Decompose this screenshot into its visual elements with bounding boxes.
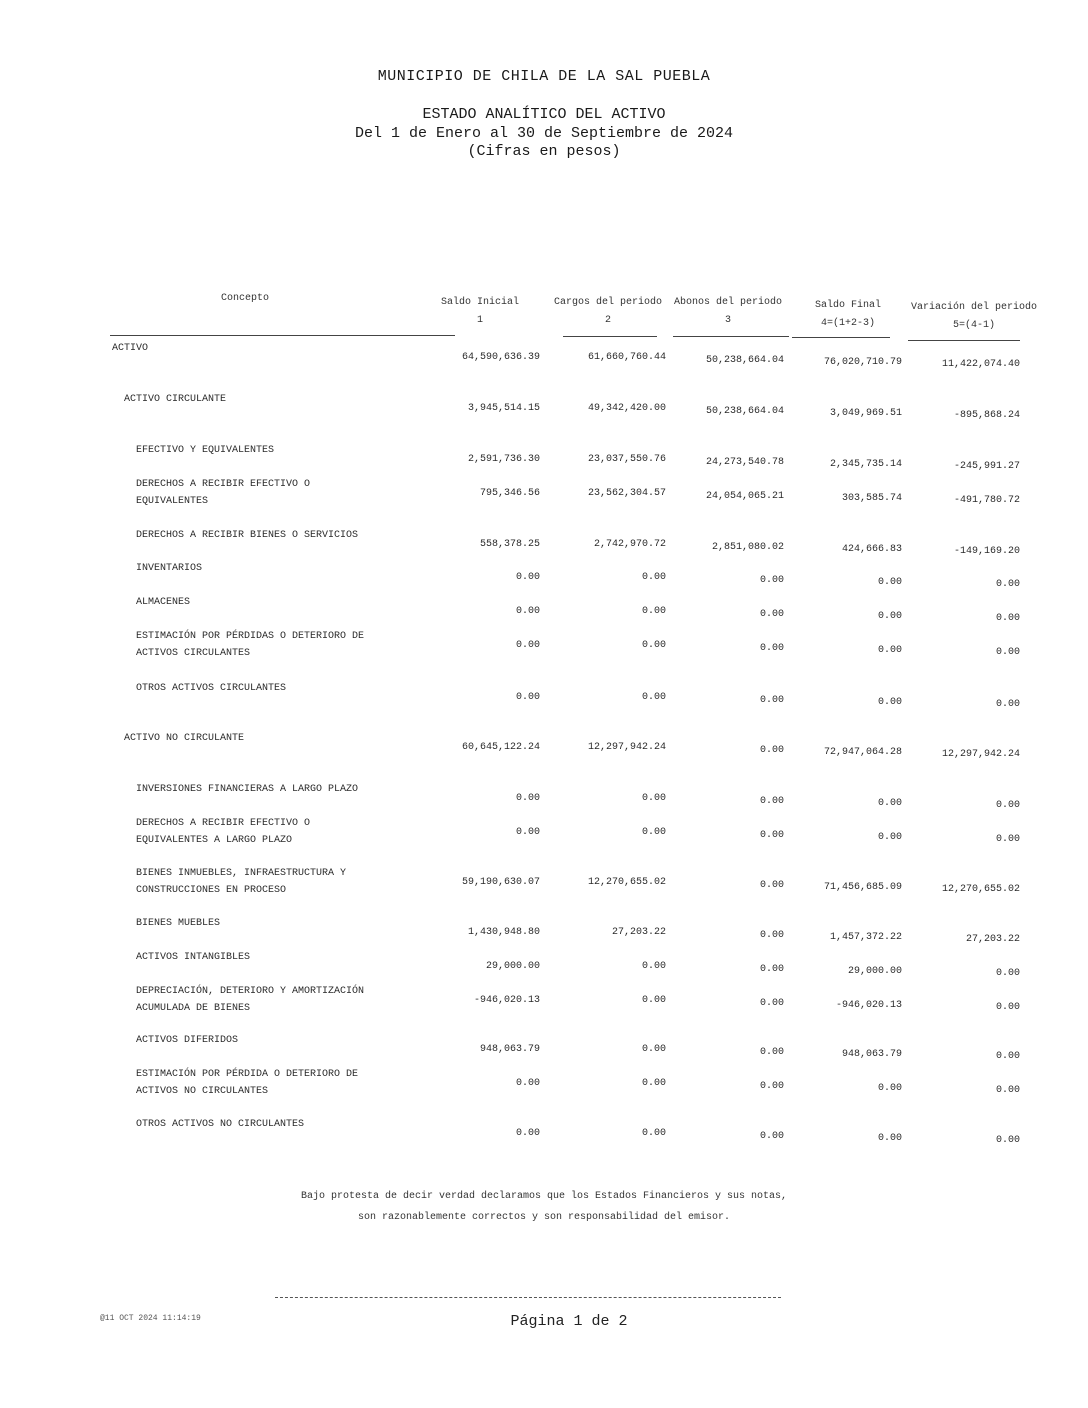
row-value: 0.00 [995,699,1020,710]
header-rule [563,336,657,337]
report-period: Del 1 de Enero al 30 de Septiembre de 2024 [354,125,734,142]
row-concept: INVENTARIOS [136,563,203,574]
report-title: ESTADO ANALÍTICO DEL ACTIVO [422,106,666,123]
header-rule [792,337,890,338]
row-value: 49,342,420.00 [587,403,666,414]
row-value: -946,020.13 [473,995,540,1006]
column-header-sub: 2 [604,315,611,326]
print-stamp: @11 OCT 2024 11:14:19 [100,1314,201,1323]
column-header [668,294,788,330]
row-concept: ACTIVO [112,343,149,354]
row-value: 0.00 [995,1085,1020,1096]
row-value: 72,947,064.28 [823,747,902,758]
row-value: 0.00 [515,827,540,838]
row-value: 2,591,736.30 [467,454,540,465]
row-value: 0.00 [759,695,784,706]
column-header [788,297,908,333]
row-concept: DERECHOS A RECIBIR EFECTIVO O EQUIVALENTES [136,479,311,507]
row-value: 11,422,074.40 [941,359,1020,370]
row-value: 1,457,372.22 [829,932,902,943]
row-value: 0.00 [641,606,666,617]
row-concept: INVERSIONES FINANCIERAS A LARGO PLAZO [136,784,359,795]
row-value: 0.00 [515,692,540,703]
row-concept: OTROS ACTIVOS CIRCULANTES [136,683,287,694]
row-value: 795,346.56 [479,488,540,499]
row-value: 0.00 [641,995,666,1006]
row-value: 24,054,065.21 [705,491,784,502]
row-concept: ESTIMACIÓN POR PÉRDIDAS O DETERIORO DE ACTIVOS CIRCULANTES [136,631,365,659]
row-value: 0.00 [759,1047,784,1058]
row-value: 0.00 [877,577,902,588]
row-value: 12,297,942.24 [941,749,1020,760]
column-header-sub: 5=(4-1) [952,320,995,331]
row-value: 0.00 [995,834,1020,845]
row-value: 0.00 [515,793,540,804]
disclaimer-line-1: Bajo protesta de decir verdad declaramos que los Estados Financieros y sus notas, [300,1191,788,1202]
row-value: 0.00 [877,611,902,622]
row-value: 948,063.79 [841,1049,902,1060]
row-value: 0.00 [877,1133,902,1144]
row-value: 0.00 [641,1128,666,1139]
column-header-label: Abonos del periodo [673,297,783,308]
row-value: 12,270,655.02 [941,884,1020,895]
report-units: (Cifras en pesos) [467,143,621,160]
row-value: 0.00 [641,640,666,651]
row-value: 0.00 [759,930,784,941]
row-value: 29,000.00 [485,961,540,972]
column-header-label: Variación del periodo [910,302,1038,313]
row-value: 0.00 [641,793,666,804]
row-value: 64,590,636.39 [461,352,540,363]
column-header [548,294,668,330]
row-value: 0.00 [759,796,784,807]
row-value: 2,851,080.02 [711,542,784,553]
row-value: 0.00 [759,745,784,756]
row-value: 0.00 [759,1081,784,1092]
row-concept: ACTIVO NO CIRCULANTE [124,733,245,744]
row-value: -946,020.13 [835,1000,902,1011]
row-value: 12,270,655.02 [587,877,666,888]
column-header-label: Saldo Final [814,300,881,311]
row-value: 50,238,664.04 [705,355,784,366]
row-value: 0.00 [995,1135,1020,1146]
row-value: -149,169.20 [953,546,1020,557]
row-concept: ESTIMACIÓN POR PÉRDIDA O DETERIORO DE ACTIVOS NO CIRCULANTES [136,1069,359,1097]
row-concept: DERECHOS A RECIBIR BIENES O SERVICIOS [136,530,359,541]
row-value: 0.00 [641,827,666,838]
row-value: 948,063.79 [479,1044,540,1055]
page-number: Página 1 de 2 [510,1313,628,1330]
header-rule [110,335,455,336]
row-value: 0.00 [759,880,784,891]
row-value: 0.00 [515,606,540,617]
row-value: 0.00 [759,830,784,841]
row-value: 0.00 [759,643,784,654]
row-value: 0.00 [515,1078,540,1089]
row-value: 61,660,760.44 [587,352,666,363]
row-value: 60,645,122.24 [461,742,540,753]
row-concept: OTROS ACTIVOS NO CIRCULANTES [136,1119,305,1130]
row-value: 50,238,664.04 [705,406,784,417]
row-value: 3,049,969.51 [829,408,902,419]
row-value: 23,037,550.76 [587,454,666,465]
row-value: 0.00 [995,613,1020,624]
row-value: 0.00 [641,1078,666,1089]
row-value: 0.00 [641,961,666,972]
row-value: -491,780.72 [953,495,1020,506]
row-concept: ACTIVOS INTANGIBLES [136,952,251,963]
row-concept: ACTIVOS DIFERIDOS [136,1035,239,1046]
row-concept: DEPRECIACIÓN, DETERIORO Y AMORTIZACIÓN ACUMULADA DE BIENES [136,986,365,1014]
row-concept: ALMACENES [136,597,191,608]
row-value: 0.00 [995,579,1020,590]
header-rule [673,336,789,337]
row-value: 3,945,514.15 [467,403,540,414]
row-value: 558,378.25 [479,539,540,550]
row-concept: BIENES INMUEBLES, INFRAESTRUCTURA Y CONSTRUCCIONES EN PROCESO [136,868,347,896]
row-value: 0.00 [877,1083,902,1094]
row-value: 303,585.74 [841,493,902,504]
row-value: 0.00 [877,645,902,656]
column-header-sub: 1 [476,315,483,326]
row-value: 0.00 [877,697,902,708]
row-value: 0.00 [515,572,540,583]
row-value: 76,020,710.79 [823,357,902,368]
row-value: 0.00 [759,964,784,975]
row-value: 2,345,735.14 [829,459,902,470]
column-header-label: Saldo Inicial [440,297,519,308]
column-header [420,294,540,330]
row-value: 0.00 [641,1044,666,1055]
row-value: 0.00 [515,640,540,651]
row-value: 0.00 [995,647,1020,658]
row-value: -245,991.27 [953,461,1020,472]
row-value: 424,666.83 [841,544,902,555]
row-value: -895,868.24 [953,410,1020,421]
row-value: 0.00 [759,575,784,586]
row-value: 1,430,948.80 [467,927,540,938]
header-rule [908,340,1020,341]
column-header-label: Concepto [220,293,269,304]
row-value: 27,203.22 [965,934,1020,945]
column-header-label: Cargos del periodo [553,297,663,308]
row-value: 0.00 [759,609,784,620]
row-value: 27,203.22 [611,927,666,938]
row-value: 24,273,540.78 [705,457,784,468]
column-header [110,290,380,308]
row-value: 23,562,304.57 [587,488,666,499]
row-value: 2,742,970.72 [593,539,666,550]
row-concept: BIENES MUEBLES [136,918,221,929]
row-value: 29,000.00 [847,966,902,977]
column-header-sub: 4=(1+2-3) [820,318,875,329]
row-value: 71,456,685.09 [823,882,902,893]
disclaimer-line-2: son razonablemente correctos y son responsabilidad del emisor. [357,1212,731,1223]
row-concept: EFECTIVO Y EQUIVALENTES [136,445,275,456]
row-value: 0.00 [995,800,1020,811]
row-value: 0.00 [877,832,902,843]
row-value: 0.00 [759,1131,784,1142]
row-concept: DERECHOS A RECIBIR EFECTIVO O EQUIVALENTES A LARGO PLAZO [136,818,311,846]
row-concept: ACTIVO CIRCULANTE [124,394,227,405]
row-value: 0.00 [877,798,902,809]
row-value: 0.00 [995,968,1020,979]
row-value: 59,190,630.07 [461,877,540,888]
row-value: 0.00 [759,998,784,1009]
row-value: 0.00 [995,1002,1020,1013]
row-value: 0.00 [641,572,666,583]
row-value: 0.00 [641,692,666,703]
column-header [905,299,1043,335]
municipality-name: MUNICIPIO DE CHILA DE LA SAL PUEBLA [377,68,711,85]
row-value: 0.00 [995,1051,1020,1062]
disclaimer [0,1186,1088,1228]
signature-line [275,1297,781,1298]
row-value: 12,297,942.24 [587,742,666,753]
row-value: 0.00 [515,1128,540,1139]
column-header-sub: 3 [724,315,731,326]
